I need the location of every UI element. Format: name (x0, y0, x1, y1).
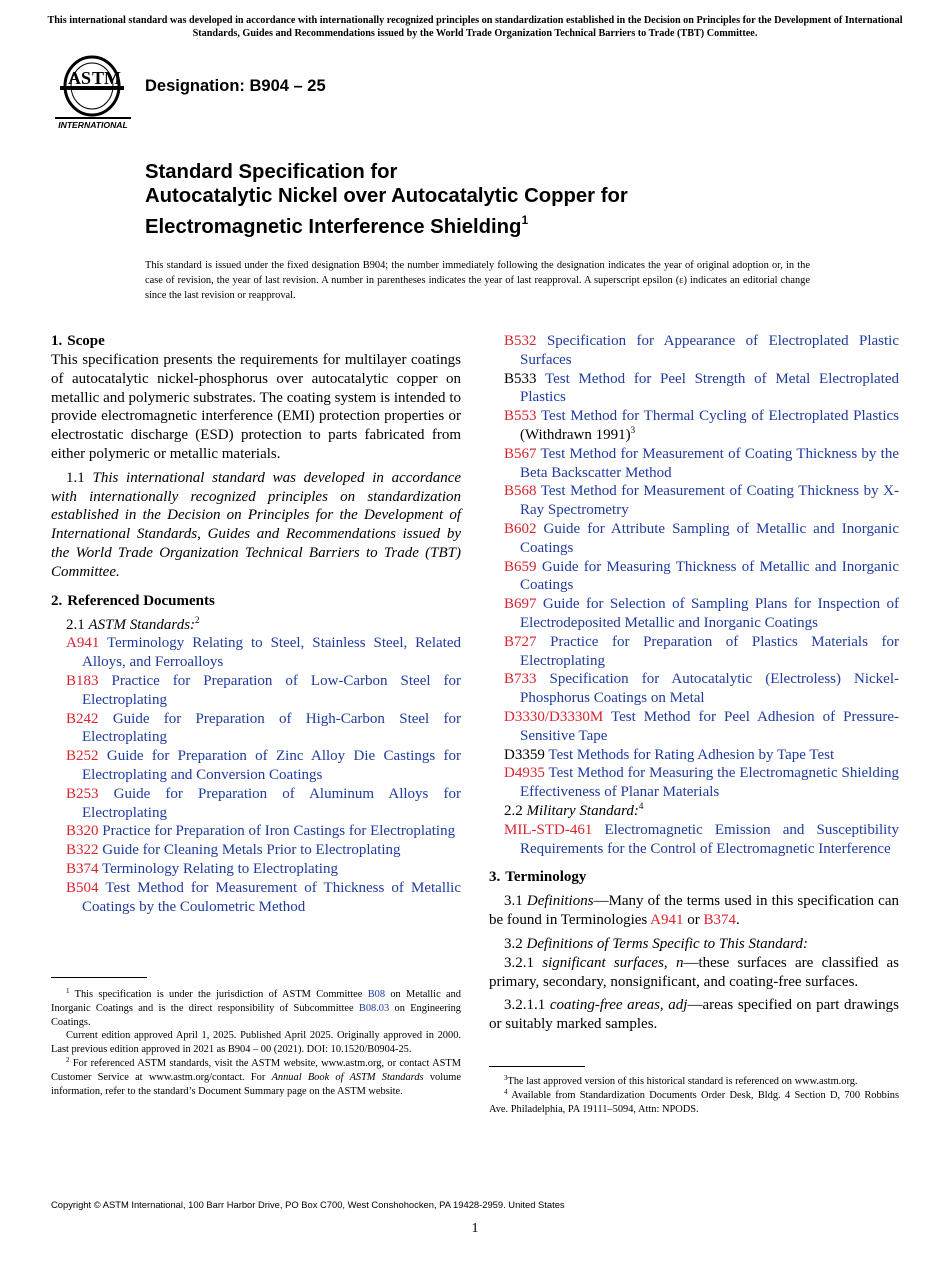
reference-code-link[interactable]: D4935 (504, 765, 545, 782)
reference-code-link[interactable]: B252 (66, 748, 99, 765)
reference-title-link[interactable]: Electromagnetic Emission and Susceptibility Requirements for the Control of Electromagnetic Interference (520, 821, 900, 857)
link-a941[interactable]: A941 (650, 912, 684, 929)
paragraph-number: 3.2 (504, 935, 523, 952)
reference-title-link[interactable]: Specification for Autocatalytic (Electroless) Nickel-Phosphorus Coatings on Metal (520, 671, 899, 707)
section-heading-terminology (489, 868, 899, 887)
paragraph-text: or (683, 912, 704, 929)
military-reference-list (489, 821, 899, 859)
reference-item (51, 822, 461, 841)
reference-item (51, 634, 461, 672)
footnote-mark: 4 (638, 800, 644, 811)
reference-item (51, 879, 461, 917)
reference-code-link[interactable]: B532 (504, 333, 537, 349)
reference-code-link[interactable]: B242 (66, 710, 99, 727)
term: significant surfaces, n (542, 954, 684, 971)
paragraph-number: 3.2.1 (504, 954, 534, 971)
footnote-text: The last approved version of this historical standard is referenced on www.astm.org. (507, 1076, 858, 1087)
svg-text:M: M (104, 68, 121, 88)
astm-logo-icon (52, 55, 136, 131)
reference-item (489, 370, 899, 408)
reference-code-link[interactable]: B602 (504, 520, 537, 537)
reference-title-link[interactable]: Guide for Preparation of High-Carbon Steel for Electroplating (82, 710, 461, 746)
section-heading-scope (51, 332, 461, 351)
term: Definitions (526, 893, 594, 910)
reference-item (489, 558, 899, 596)
footnote-4 (489, 1089, 899, 1117)
reference-code-link[interactable]: B322 (66, 842, 99, 859)
terminology-paragraph-3-2 (489, 935, 899, 954)
footnote-1-edition: Current edition approved April 1, 2025. Published April 2025. Originally approved in 2000. Last previous edition approved in 2021 as B904 – 00 (2021). DOI: 10.1520/B0904-25. (51, 1030, 461, 1056)
footnote-mark: 3 (630, 424, 636, 435)
reference-code-link[interactable]: B553 (504, 408, 537, 425)
reference-code-link: B533 (504, 370, 537, 387)
reference-item (489, 482, 899, 520)
reference-title-link[interactable]: Terminology Relating to Steel, Stainless Steel, Related Alloys, and Ferroalloys (82, 635, 461, 671)
footnote-mark: 4 (504, 1087, 508, 1096)
reference-title-link[interactable]: Test Method for Peel Strength of Metal Electroplated Plastics (520, 370, 899, 406)
paragraph-number: 3.1 (504, 893, 523, 910)
paragraph-label: ASTM Standards: (88, 616, 196, 633)
reference-item (489, 708, 899, 746)
reference-title-link[interactable]: Practice for Preparation of Low-Carbon Steel for Electroplating (82, 672, 462, 708)
reference-code-link[interactable]: B253 (66, 785, 99, 802)
terminology-paragraph-3-2-1 (489, 954, 899, 992)
reference-code-link[interactable]: B568 (504, 483, 537, 500)
reference-item (489, 445, 899, 483)
footnote-mark: 1 (66, 987, 70, 995)
designation: Designation: B904 – 25 (145, 77, 326, 95)
section-heading-referenced-documents (51, 592, 461, 611)
footnote-mark: 3 (504, 1074, 508, 1082)
title-line-1: Standard Specification for (145, 161, 398, 183)
reference-list-right (489, 332, 899, 802)
footnote-text: For referenced ASTM standards, visit the ASTM website, www.astm.org, or contact ASTM Customer Service at www.astm.org/contact. For (51, 1057, 461, 1083)
paragraph-text: Definitions of Terms Specific to This Standard: (526, 935, 808, 952)
footnote-divider-right (489, 1066, 585, 1067)
astm-logo (52, 55, 136, 131)
link-b08-03[interactable]: B08.03 (358, 1002, 390, 1014)
section-number: 3. (489, 869, 501, 886)
paragraph-text: —areas specified on part drawings or suitably marked samples. (489, 997, 899, 1033)
reference-status: (Withdrawn 1991) (520, 426, 631, 443)
section-title: Terminology (505, 869, 587, 886)
reference-item (489, 520, 899, 558)
title-footnote-mark: 1 (521, 213, 529, 227)
logo-subtext: INTERNATIONAL (58, 120, 128, 130)
reference-code-link[interactable]: B183 (66, 672, 99, 689)
tbt-notice: This international standard was developed in accordance with internationally recognized principles on standardization established in the Decision on Principles for the Development of International Standards, Guides and Recommendations issued by the World Trade Organization Technical Barriers to Trade (TBT) Committee. (47, 15, 903, 39)
reference-title-link[interactable]: Guide for Attribute Sampling of Metallic and Inorganic Coatings (520, 520, 899, 556)
footnote-text: Available from Standardization Documents Order Desk, Bldg. 4 Section D, 700 Robbins Ave. Philadelphia, PA 19111–5094, Attn: NPODS. (489, 1089, 899, 1115)
reference-item (51, 841, 461, 860)
reference-list-left (51, 634, 461, 916)
reference-item (489, 595, 899, 633)
reference-title-link[interactable]: Practice for Preparation of Iron Castings for Electroplating (102, 823, 456, 840)
footnote-text: This specification is under the jurisdiction of ASTM Committee (74, 989, 368, 1000)
reference-title-link[interactable]: Practice for Preparation of Plastics Materials for Electroplating (520, 633, 900, 669)
footnote-text: Annual Book of ASTM Standards (271, 1071, 424, 1083)
reference-item (51, 710, 461, 748)
link-b374[interactable]: B374 (703, 912, 737, 929)
paragraph-text: This international standard was developed in accordance with internationally recognized principles on standardization established in the Decision on Principles for the Development of International Standards, Guides and Recommendations issued by the World Trade Organization Technical Barriers to Trade (TBT) Committee. (51, 469, 462, 580)
reference-code-link[interactable]: MIL-STD-461 (504, 821, 593, 838)
reference-title-link[interactable]: Guide for Preparation of Zinc Alloy Die Castings for Electroplating and Conversion Coatings (82, 748, 461, 783)
reference-item (51, 747, 461, 785)
reference-item (489, 670, 899, 708)
right-column (489, 332, 899, 1034)
reference-title-link[interactable]: Test Method for Measurement of Coating Thickness by X-Ray Spectrometry (520, 483, 899, 519)
reference-item (51, 672, 461, 710)
page-number: 1 (471, 1221, 479, 1236)
footnote-mark: 2 (66, 1055, 70, 1064)
paragraph-number: 2.2 (504, 802, 523, 819)
footnote-2 (51, 1057, 461, 1098)
paragraph-text: . (736, 912, 740, 929)
reference-title-link[interactable]: Test Method for Measuring the Electromagnetic Shielding Effectiveness of Planar Materials (520, 765, 899, 801)
link-b08[interactable]: B08 (367, 989, 386, 1000)
section-title: Scope (67, 333, 105, 349)
svg-text:A: A (68, 68, 81, 88)
reference-code-link[interactable]: B567 (504, 445, 537, 462)
copyright: Copyright © ASTM International, 100 Barr Harbor Drive, PO Box C700, West Conshohocken, PA 19428-2959. United States (51, 1199, 565, 1210)
reference-item (489, 746, 899, 765)
reference-title-link[interactable]: Test Method for Thermal Cycling of Electroplated Plastics (540, 408, 899, 425)
reference-title-link[interactable]: Guide for Cleaning Metals Prior to Electroplating (102, 842, 401, 859)
scope-intro: This specification presents the requirements for multilayer coatings of autocatalytic nickel-phosphorus over autocatalytic copper on metallic and polymeric substrates. The coating system is intended to provide electromagnetic interference (EMI) protection properties or electrostatic discharge (ESD) protection to parts fabricated from either polymeric or metallic materials. (51, 352, 461, 462)
paragraph-number: 1.1 (66, 469, 85, 486)
reference-title-link[interactable]: Test Method for Peel Adhesion of Pressure-Sensitive Tape (520, 708, 899, 744)
reference-code-link[interactable]: B733 (504, 671, 537, 688)
reference-title-link[interactable]: Test Method for Measurement of Thickness of Metallic Coatings by the Coulometric Method (82, 879, 461, 915)
paragraph-label: Military Standard: (526, 802, 639, 819)
reference-item (489, 332, 899, 370)
reference-title-link[interactable]: Test Method for Measurement of Coating Thickness by the Beta Backscatter Method (520, 445, 900, 481)
title-line-3-text: Electromagnetic Interference Shielding (145, 216, 522, 238)
reference-title-link[interactable]: Guide for Selection of Sampling Plans for Inspection of Electrodeposited Metallic and Inorganic Coatings (520, 596, 900, 631)
reference-item (489, 764, 899, 802)
paragraph-number: 2.1 (66, 616, 85, 633)
section-number: 1. (51, 333, 63, 349)
military-standard-label (489, 802, 899, 821)
footnote-1 (51, 988, 461, 1029)
standard-note: This standard is issued under the fixed designation B904; the number immediately following the designation indicates the year of original adoption or, in the case of revision, the year of last revision. A number in parentheses indicates the year of last reapproval. A superscript epsilon (ε) indicates an editorial change since the last revision or reapproval. (145, 260, 810, 301)
term: coating-free areas, adj (549, 997, 688, 1014)
document-title (145, 160, 845, 239)
reference-code-link[interactable]: B727 (504, 633, 537, 650)
footnote-3 (489, 1075, 899, 1089)
left-column (51, 332, 461, 916)
reference-code-link[interactable]: D3330/D3330M (504, 708, 604, 725)
footnote-text: on Metallic and Inorganic Coatings and is the direct responsibility of Subcommittee (51, 989, 461, 1014)
reference-title-link[interactable]: Specification for Appearance of Electroplated Plastic Surfaces (520, 333, 899, 368)
footnotes-left (51, 988, 461, 1098)
scope-paragraph-1-1 (51, 469, 461, 582)
terminology-paragraph-3-1 (489, 892, 899, 930)
title-line-3 (145, 208, 845, 239)
reference-item (489, 821, 899, 859)
footnote-divider-left (51, 977, 147, 978)
reference-title-link[interactable]: Guide for Measuring Thickness of Metallic and Inorganic Coatings (520, 558, 900, 594)
reference-code-link[interactable]: B504 (66, 879, 99, 896)
paragraph-text: —these surfaces are classified as primary, secondary, nonsignificant, and coating-free surfaces. (489, 954, 900, 990)
reference-title-link[interactable]: Guide for Preparation of Aluminum Alloys for Electroplating (82, 785, 461, 821)
footnote-text: on Engineering Coatings. (51, 1002, 461, 1028)
svg-text:S: S (81, 68, 92, 88)
reference-code-link[interactable]: A941 (66, 635, 100, 652)
astm-standards-label (51, 616, 461, 635)
reference-code-link[interactable]: B659 (504, 558, 537, 575)
reference-item (51, 860, 461, 879)
reference-item (489, 633, 899, 671)
reference-title-link[interactable]: Terminology Relating to Electroplating (102, 860, 338, 877)
paragraph-text: —Many of the terms used in this specification can be found in Terminologies (489, 893, 900, 929)
reference-code-link[interactable]: B374 (66, 860, 99, 877)
terminology-paragraph-3-2-1-1 (489, 996, 899, 1034)
reference-item (51, 785, 461, 823)
footnote-text: volume information, refer to the standard’s Document Summary page on the ASTM website. (51, 1071, 461, 1097)
reference-title-link[interactable]: Test Methods for Rating Adhesion by Tape Test (548, 746, 835, 763)
section-number: 2. (51, 592, 63, 609)
svg-text:T: T (92, 68, 105, 88)
section-title: Referenced Documents (67, 592, 215, 609)
reference-code-link[interactable]: B697 (504, 596, 537, 613)
title-line-2: Autocatalytic Nickel over Autocatalytic Copper for (145, 185, 628, 207)
reference-item (489, 407, 899, 445)
reference-code-link[interactable]: B320 (66, 823, 99, 840)
reference-code-link: D3359 (504, 746, 545, 763)
footnote-mark: 2 (195, 614, 200, 625)
footnotes-right (489, 1075, 899, 1116)
paragraph-number: 3.2.1.1 (504, 997, 546, 1014)
